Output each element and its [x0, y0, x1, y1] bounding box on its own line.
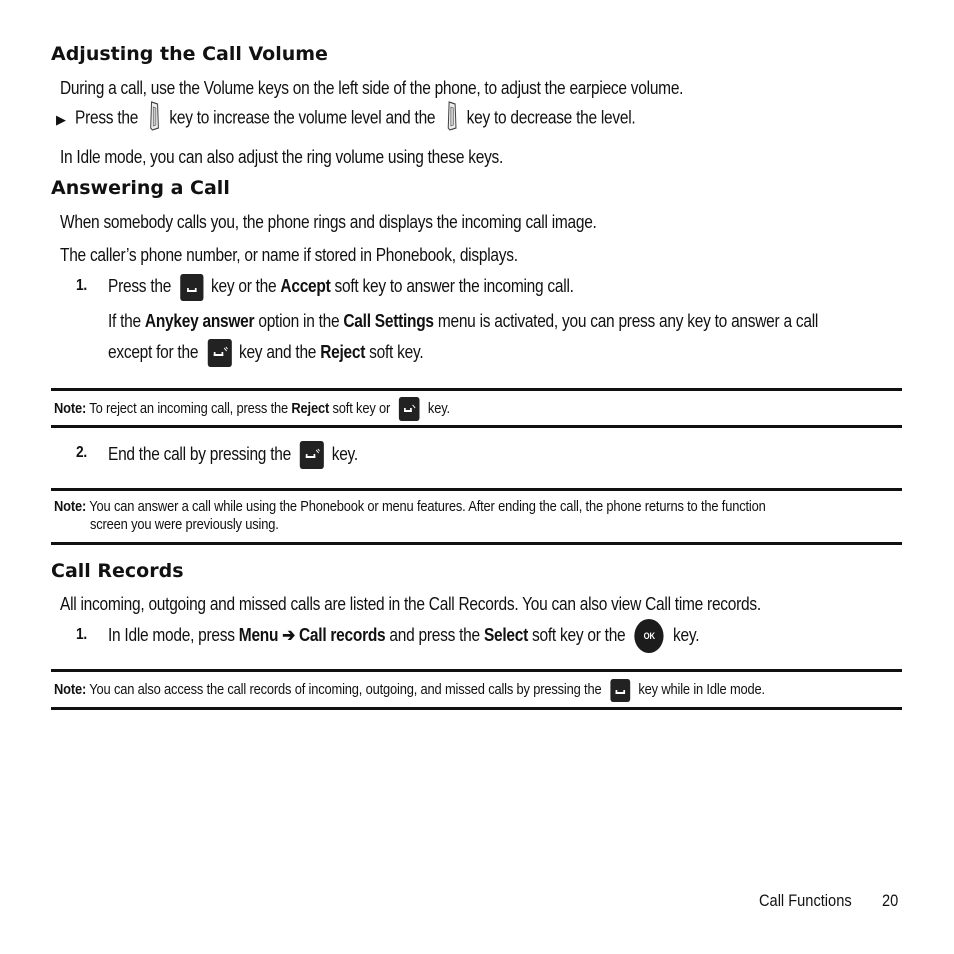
- arrow-right-icon: ➔: [282, 625, 295, 645]
- note-rule-bottom: [51, 542, 902, 545]
- note-rule-bottom: [51, 707, 902, 710]
- footer-section-title: Call Functions: [759, 891, 852, 910]
- note-rule-top: [51, 488, 902, 491]
- step-number: 2.: [76, 444, 87, 461]
- records-paragraph: All incoming, outgoing and missed calls are listed in the Call Records. You can also view Call time records.: [60, 594, 761, 614]
- end-key-icon: [300, 441, 324, 469]
- end-key-icon: [399, 397, 420, 421]
- bullet-text-1: Press the: [75, 106, 139, 127]
- end-call-step: End the call by pressing the key.: [108, 438, 358, 470]
- volume-down-key-icon: [446, 101, 457, 136]
- volume-up-key-icon: [149, 101, 160, 136]
- page-number: 20: [882, 891, 899, 910]
- bullet-triangle-icon: ▶: [56, 112, 66, 127]
- note-reject: Note: To reject an incoming call, press the Reject soft key or key.: [54, 396, 450, 422]
- note-answer-during-use-line2: screen you were previously using.: [90, 516, 279, 533]
- ok-key-icon: OK: [635, 619, 664, 653]
- step-number: 1.: [76, 626, 87, 643]
- end-key-icon: [207, 339, 231, 367]
- bullet-text-2: key to increase the volume level and the: [169, 106, 436, 127]
- step-number: 1.: [76, 277, 87, 294]
- note-rule-top: [51, 388, 902, 391]
- answering-paragraph-1: When somebody calls you, the phone rings and displays the incoming call image.: [60, 212, 597, 232]
- note-rule-top: [51, 669, 902, 672]
- volume-bullet: [56, 102, 727, 134]
- records-step-1: In Idle mode, press Menu ➔ Call records and press the Select soft key or the OK key.: [108, 618, 699, 652]
- heading-answering-call: Answering a Call: [51, 177, 230, 199]
- note-answer-during-use: Note: You can answer a call while using the Phonebook or menu features. After ending the call, the phone returns to the function: [54, 498, 766, 515]
- answer-step-1: [76, 270, 108, 302]
- anykey-line-2: except for the key and the Reject soft key.: [108, 336, 423, 368]
- send-key-icon: [610, 679, 630, 702]
- volume-paragraph: During a call, use the Volume keys on the left side of the phone, to adjust the earpiece volume.: [60, 78, 684, 98]
- answering-paragraph-2: The caller’s phone number, or name if stored in Phonebook, displays.: [60, 245, 518, 265]
- anykey-line-1: If the Anykey answer option in the Call Settings menu is activated, you can press any key to answer a call: [108, 311, 819, 331]
- idle-volume-paragraph: In Idle mode, you can also adjust the ring volume using these keys.: [60, 147, 504, 167]
- note-rule-bottom: [51, 425, 902, 428]
- heading-call-records: Call Records: [51, 560, 184, 582]
- bullet-text-3: key to decrease the level.: [466, 106, 636, 127]
- send-key-icon: [180, 274, 203, 301]
- note-call-records: Note: You can also access the call records of incoming, outgoing, and missed calls by pressing the key while in Idle mode.: [54, 677, 765, 703]
- answer-step-1-text: Press the key or the Accept soft key to answer the incoming call.: [108, 270, 574, 302]
- heading-adjusting-call-volume: Adjusting the Call Volume: [51, 43, 328, 65]
